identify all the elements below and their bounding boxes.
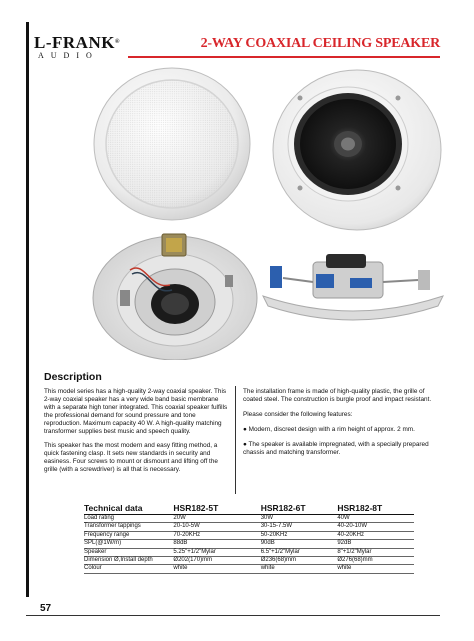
title-underline (128, 56, 440, 58)
feature-bullet: ● Modern, discreet design with a rim height of approx. 2 mm. (243, 425, 415, 433)
brand-logo (34, 34, 124, 60)
feature-bullet: ● The speaker is available impregnated, with a specially prepared chassis and matching transformer. (243, 440, 429, 456)
table-header-cell: HSR182-8T (337, 503, 414, 515)
table-cell: 70-20KHz (173, 531, 260, 539)
column-divider (235, 386, 236, 494)
table-cell: 6.5"+1/2"Mylar (261, 548, 338, 556)
description-paragraph: This model series has a high-quality 2-way coaxial speaker. This 2-way coaxial speaker has a very wide band basic membrane with a separate high toner integrated. This coaxial speaker fulfills the professional demand for sound pressure and tone reproduction. Maximum capacity 40 W. A high-quality matching transformer supplies best music and speech quality. (44, 388, 228, 435)
table-header-cell: Technical data (84, 503, 173, 515)
table-cell: white (173, 565, 260, 573)
speaker-grille-front-image (92, 62, 262, 222)
table-cell: 40-20-10W (337, 523, 414, 531)
table-row (84, 515, 414, 523)
table-row (84, 531, 414, 539)
table-cell: 30-15-7.5W (261, 523, 338, 531)
table-row (84, 565, 414, 573)
description-heading: Description (44, 371, 102, 383)
description-left-column (44, 388, 228, 481)
table-header-cell: HSR182-6T (261, 503, 338, 515)
page-title: 2-WAY COAXIAL CEILING SPEAKER (200, 36, 440, 51)
description-paragraph: The installation frame is made of high-quality plastic, the grille of coated steel. The construction is burgle proof and impact resistant. (243, 388, 432, 403)
description-paragraph: This speaker has the most modern and easy fitting method, a quick fastening clasp. It sets new standards in security and easiness. Four screws to mount or dismount and lifting off the grille (with a screwdriver) is all that is necessary. (44, 442, 218, 474)
table-row (84, 540, 414, 548)
table-cell: white (261, 565, 338, 573)
table-cell: 30W (261, 515, 338, 523)
table-cell: white (337, 565, 414, 573)
table-header-row (84, 503, 414, 515)
table-cell: 88dB (173, 540, 260, 548)
brand-subtitle: AUDIO (38, 51, 99, 60)
table-cell: 20W (173, 515, 260, 523)
table-cell: Ø202(170)mm (173, 557, 260, 565)
table-cell: SPL(@1W/m) (84, 540, 173, 548)
table-cell: Colour (84, 565, 173, 573)
table-header-cell: HSR182-5T (173, 503, 260, 515)
table-cell: 5.25"+1/2"Mylar (173, 548, 260, 556)
table-cell: Load rating (84, 515, 173, 523)
speaker-driver-front-image (270, 68, 445, 233)
brand-registered-mark: ® (114, 39, 120, 45)
table-cell: 40W (337, 515, 414, 523)
table-cell: Frequency range (84, 531, 173, 539)
table-cell: Ø236(68)mm (261, 557, 338, 565)
table-cell: 90dB (261, 540, 338, 548)
brand-name-wrap (34, 34, 124, 51)
table-cell: 50-20KHz (261, 531, 338, 539)
page-frame-rule (26, 22, 29, 597)
speaker-side-image (258, 248, 448, 323)
brand-name: L-FRANK (34, 33, 115, 52)
table-row (84, 548, 414, 556)
speaker-back-image (90, 230, 260, 360)
table-cell: 92dB (337, 540, 414, 548)
description-paragraph: Please consider the following features: (243, 410, 353, 418)
footer-rule (26, 615, 440, 616)
table-cell: Ø276(68)mm (337, 557, 414, 565)
table-row (84, 557, 414, 565)
table-cell: Speaker (84, 548, 173, 556)
table-row (84, 523, 414, 531)
description-right-column (243, 388, 437, 463)
technical-data-table (84, 503, 414, 574)
table-cell: Transformer tappings (84, 523, 173, 531)
table-cell: 8"+1/2"Mylar (337, 548, 414, 556)
table-cell: Dimension Ø,Install depth (84, 557, 173, 565)
table-cell: 20-10-5W (173, 523, 260, 531)
page-number: 57 (40, 603, 52, 614)
table-cell: 40-20KHz (337, 531, 414, 539)
